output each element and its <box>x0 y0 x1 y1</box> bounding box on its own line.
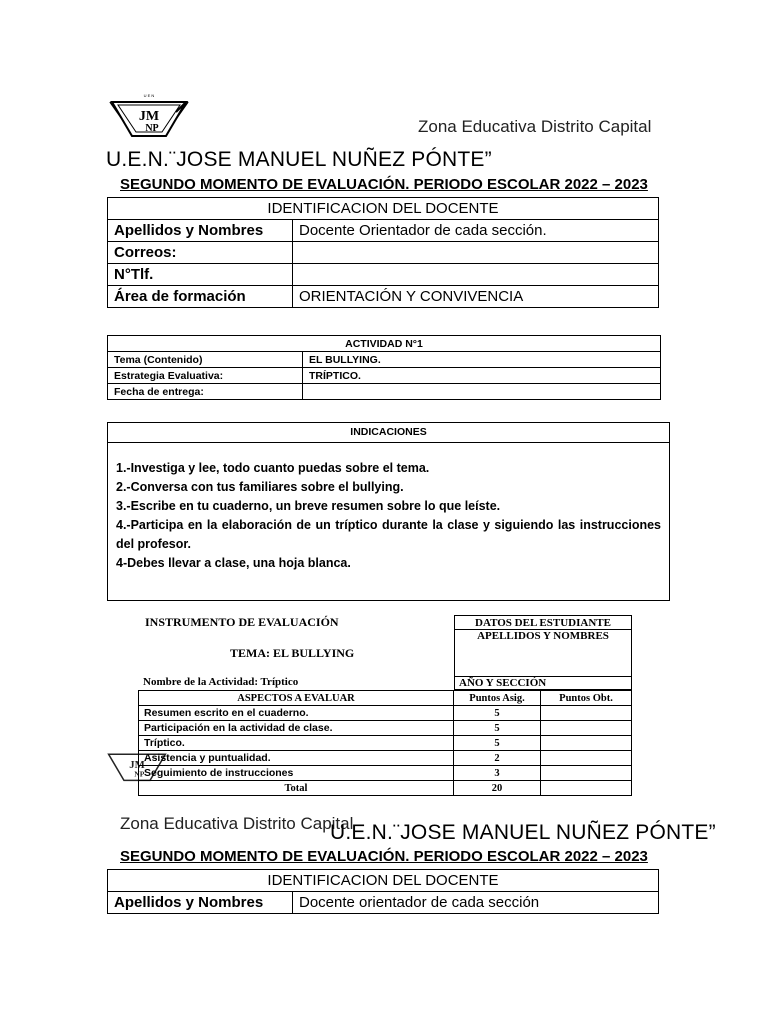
total-row <box>139 781 632 796</box>
instrument-title: INSTRUMENTO DE EVALUACIÓN <box>145 615 339 629</box>
aspect-cell: Participación en la actividad de clase. <box>139 721 454 736</box>
zona-educativa-header-2 <box>114 808 354 840</box>
instrument-theme: TEMA: EL BULLYING <box>230 646 355 660</box>
teacher-area-label: Área de formación <box>108 286 293 308</box>
teacher-phone-label: N°Tlf. <box>108 264 293 286</box>
zona-educativa-label: Zona Educativa Distrito Capital <box>418 117 652 136</box>
table-row <box>139 736 632 751</box>
svg-text:JM: JM <box>129 759 145 772</box>
activity-strategy-label: Estrategia Evaluativa: <box>108 368 303 384</box>
total-label: Total <box>139 781 454 796</box>
teacher-name-label-2: Apellidos y Nombres <box>108 892 293 914</box>
points-cell: 5 <box>454 721 541 736</box>
school-name: U.E.N.¨JOSE MANUEL NUÑEZ PÓNTE” <box>106 148 492 171</box>
activity-table <box>107 335 661 400</box>
teacher-id-header-2: IDENTIFICACION DEL DOCENTE <box>108 870 659 892</box>
aspects-header: ASPECTOS A EVALUAR <box>139 691 454 706</box>
obtained-points-header: Puntos Obt. <box>541 691 632 706</box>
obtained-cell[interactable] <box>541 736 632 751</box>
teacher-id-table-2 <box>107 869 659 914</box>
total-obtained-cell[interactable] <box>541 781 632 796</box>
evaluation-table <box>138 690 632 796</box>
activity-date-label: Fecha de entrega: <box>108 384 303 400</box>
table-row <box>139 751 632 766</box>
jmn-logo-icon <box>104 744 170 786</box>
student-names-label: APELLIDOS Y NOMBRES <box>455 630 632 677</box>
aspect-cell: Seguimiento de instrucciones <box>139 766 454 781</box>
table-row <box>139 766 632 781</box>
table-row <box>139 706 632 721</box>
table-row <box>139 721 632 736</box>
points-cell: 3 <box>454 766 541 781</box>
instrument-activity-name: Nombre de la Actividad: Tríptico <box>143 676 299 688</box>
activity-header: ACTIVIDAD N°1 <box>108 336 661 352</box>
svg-text:NP: NP <box>134 769 145 779</box>
indications-list <box>108 443 669 573</box>
student-year-section-label: AÑO Y SECCIÓN <box>455 677 632 690</box>
teacher-name-label: Apellidos y Nombres <box>108 220 293 242</box>
activity-theme-value: EL BULLYING. <box>303 352 661 368</box>
indication-item: 2.-Conversa con tus familiares sobre el bullying. <box>116 480 404 494</box>
student-data-table <box>454 615 632 690</box>
school-name-2: U.E.N.¨JOSE MANUEL NUÑEZ PÓNTE” <box>330 821 716 844</box>
indications-box <box>107 422 670 601</box>
period-title-2: SEGUNDO MOMENTO DE EVALUACIÓN. PERIODO ESCOLAR 2022 – 2023 <box>120 848 648 865</box>
points-cell: 5 <box>454 736 541 751</box>
aspect-cell: Tríptico. <box>139 736 454 751</box>
teacher-name-value: Docente Orientador de cada sección. <box>293 220 659 242</box>
teacher-email-label: Correos: <box>108 242 293 264</box>
school-logo <box>106 92 192 145</box>
zona-educativa-header <box>412 111 652 143</box>
period-title: SEGUNDO MOMENTO DE EVALUACIÓN. PERIODO ESCOLAR 2022 – 2023 <box>120 176 648 193</box>
total-points: 20 <box>454 781 541 796</box>
teacher-id-header: IDENTIFICACION DEL DOCENTE <box>108 198 659 220</box>
aspect-cell: Asistencia y puntualidad. <box>139 751 454 766</box>
activity-theme-label: Tema (Contenido) <box>108 352 303 368</box>
svg-text:JM: JM <box>138 109 160 124</box>
indication-item: 1.-Investiga y lee, todo cuanto puedas sobre el tema. <box>116 461 430 475</box>
aspect-cell: Resumen escrito en el cuaderno. <box>139 706 454 721</box>
school-logo-overlap <box>104 744 170 791</box>
activity-strategy-value: TRÍPTICO. <box>303 368 661 384</box>
teacher-name-value-2: Docente orientador de cada sección <box>293 892 659 914</box>
svg-text:U E N: U E N <box>143 93 155 98</box>
indication-item: 4.-Participa en la elaboración de un tríptico durante la clase y siguiendo las instrucciones del profesor. <box>116 518 661 551</box>
jmn-logo-icon <box>106 92 192 140</box>
teacher-id-table <box>107 197 659 308</box>
activity-date-value <box>303 384 661 400</box>
indications-header: INDICACIONES <box>108 423 669 443</box>
obtained-cell[interactable] <box>541 706 632 721</box>
teacher-email-value <box>293 242 659 264</box>
points-cell: 2 <box>454 751 541 766</box>
assigned-points-header: Puntos Asig. <box>454 691 541 706</box>
indication-item: 4-Debes llevar a clase, una hoja blanca. <box>116 556 351 570</box>
obtained-cell[interactable] <box>541 751 632 766</box>
indication-item: 3.-Escribe en tu cuaderno, un breve resumen sobre lo que leíste. <box>116 499 501 513</box>
teacher-area-value: ORIENTACIÓN Y CONVIVENCIA <box>293 286 659 308</box>
svg-text:NP: NP <box>145 123 159 134</box>
obtained-cell[interactable] <box>541 766 632 781</box>
teacher-phone-value <box>293 264 659 286</box>
zona-educativa-label: Zona Educativa Distrito Capital <box>120 814 354 833</box>
student-data-header: DATOS DEL ESTUDIANTE <box>455 616 632 630</box>
obtained-cell[interactable] <box>541 721 632 736</box>
points-cell: 5 <box>454 706 541 721</box>
